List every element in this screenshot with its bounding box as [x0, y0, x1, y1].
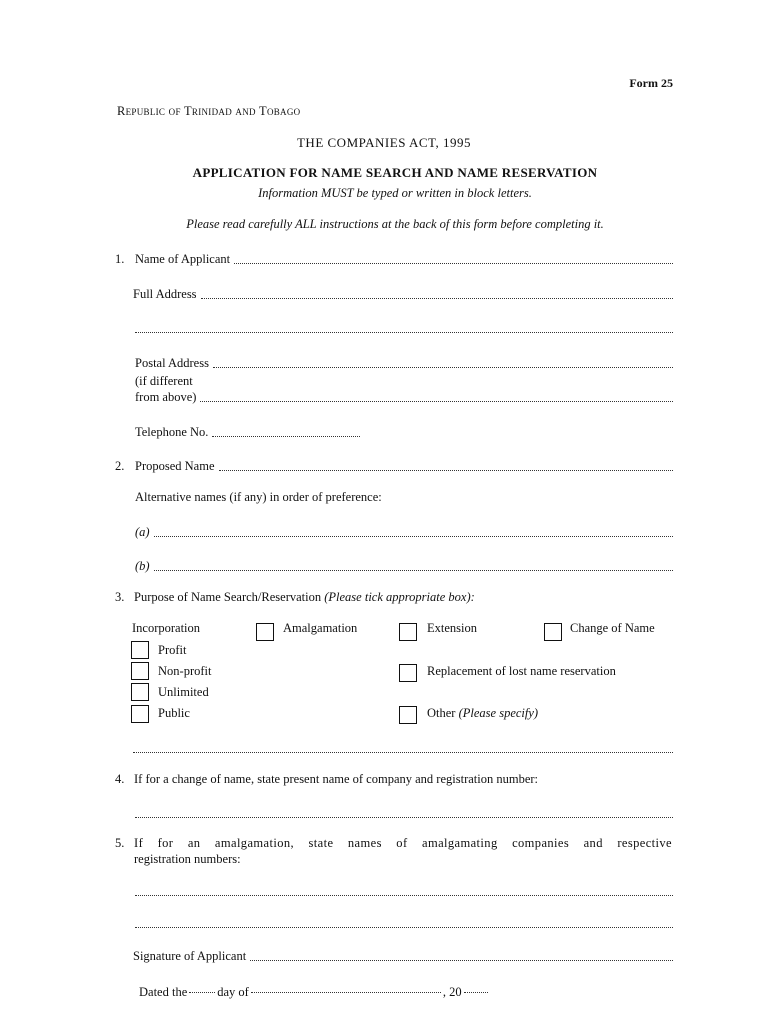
present-name-field[interactable] — [135, 805, 673, 821]
unlimited-label: Unlimited — [158, 685, 209, 699]
amalgamating-companies-field-1[interactable] — [135, 883, 673, 899]
day-of-label: day of — [217, 985, 249, 999]
proposed-name-line[interactable] — [219, 470, 674, 471]
year-prefix-label: , 20 — [442, 985, 462, 999]
section-1-number: 1. — [115, 252, 125, 266]
non-profit-label: Non-profit — [158, 664, 212, 678]
other-label-row — [427, 706, 538, 721]
applicant-name-label: Name of Applicant — [135, 252, 231, 266]
postal-address-field[interactable] — [135, 355, 673, 371]
full-address-line-2[interactable] — [135, 320, 673, 336]
non-profit-checkbox[interactable] — [131, 662, 149, 680]
section-3-number: 3. — [115, 590, 125, 604]
purpose-label-row — [134, 590, 475, 605]
applicant-name-field[interactable] — [135, 251, 673, 267]
month-blank[interactable] — [251, 992, 441, 993]
day-blank[interactable] — [189, 992, 215, 993]
telephone-label: Telephone No. — [135, 425, 209, 439]
postal-address-label: Postal Address — [135, 356, 209, 370]
alternative-a-label: (a) — [135, 525, 150, 539]
applicant-name-line[interactable] — [234, 263, 673, 264]
act-title: THE COMPANIES ACT, 1995 — [296, 135, 472, 150]
purpose-label: Purpose of Name Search/Reservation — [134, 590, 322, 604]
change-of-name-checkbox[interactable] — [544, 623, 562, 641]
alternative-b-label: (b) — [135, 559, 150, 573]
telephone-field[interactable] — [135, 424, 360, 440]
change-of-name-label: Change of Name — [570, 621, 655, 635]
signature-field[interactable] — [133, 948, 673, 964]
amalgamating-companies-line-1[interactable] — [135, 895, 673, 896]
alternative-a-line[interactable] — [154, 536, 673, 537]
proposed-name-field[interactable] — [135, 458, 673, 474]
amalgamation-checkbox[interactable] — [256, 623, 274, 641]
alternative-a-field[interactable] — [135, 524, 673, 540]
amalgamation-label: Amalgamation — [283, 621, 358, 635]
full-address-label: Full Address — [133, 287, 197, 301]
profit-checkbox[interactable] — [131, 641, 149, 659]
signature-line[interactable] — [250, 960, 673, 961]
republic-name: Republic of Trinidad and Tobago — [117, 104, 301, 118]
postal-address-line-2-dots[interactable] — [200, 401, 673, 402]
full-address-field[interactable] — [133, 286, 673, 302]
if-different-label: (if different — [135, 374, 193, 388]
from-above-label: from above) — [135, 390, 197, 404]
postal-address-line-2[interactable] — [135, 389, 673, 405]
other-specify-field[interactable] — [133, 740, 673, 756]
unlimited-checkbox[interactable] — [131, 683, 149, 701]
change-of-name-instruction: If for a change of name, state present name of company and registration number: — [134, 772, 539, 786]
other-specify-line[interactable] — [133, 752, 673, 753]
extension-checkbox[interactable] — [399, 623, 417, 641]
postal-address-line[interactable] — [213, 367, 673, 368]
proposed-name-label: Proposed Name — [135, 459, 215, 473]
alternative-b-line[interactable] — [154, 570, 673, 571]
profit-label: Profit — [158, 643, 187, 657]
full-address-line[interactable] — [201, 298, 673, 299]
amalgamating-companies-field-2[interactable] — [135, 915, 673, 931]
section-2-number: 2. — [115, 459, 125, 473]
public-checkbox[interactable] — [131, 705, 149, 723]
amalgamation-instruction-line2: registration numbers: — [134, 852, 241, 866]
dated-row — [139, 985, 490, 1000]
amalgamation-instruction-line1: If for an amalgamation, state names of amalgamating companies and respective — [134, 836, 672, 850]
amalgamating-companies-line-2[interactable] — [135, 927, 673, 928]
public-label: Public — [158, 706, 190, 720]
replacement-checkbox[interactable] — [399, 664, 417, 682]
extension-label: Extension — [427, 621, 477, 635]
present-name-line[interactable] — [135, 817, 673, 818]
alternative-names-label: Alternative names (if any) in order of preference: — [135, 490, 382, 504]
form-number: Form 25 — [629, 76, 673, 90]
other-checkbox[interactable] — [399, 706, 417, 724]
telephone-line[interactable] — [212, 436, 360, 437]
year-blank[interactable] — [464, 992, 488, 993]
purpose-note: (Please tick appropriate box): — [324, 590, 475, 604]
replacement-label: Replacement of lost name reservation — [427, 664, 616, 678]
other-label: Other — [427, 706, 456, 720]
info-note: Information MUST be typed or written in block letters. — [258, 186, 532, 200]
alternative-b-field[interactable] — [135, 558, 673, 574]
signature-label: Signature of Applicant — [133, 949, 247, 963]
incorporation-label: Incorporation — [132, 621, 201, 635]
section-4-number: 4. — [115, 772, 125, 786]
form-title: APPLICATION FOR NAME SEARCH AND NAME RESERVATION — [192, 165, 598, 180]
instructions-note: Please read carefully ALL instructions at the back of this form before completing it. — [186, 217, 604, 231]
section-5-number: 5. — [115, 836, 125, 850]
full-address-line-2-dots[interactable] — [135, 332, 673, 333]
dated-the-label: Dated the — [139, 985, 188, 999]
please-specify-label: (Please specify) — [458, 706, 539, 720]
